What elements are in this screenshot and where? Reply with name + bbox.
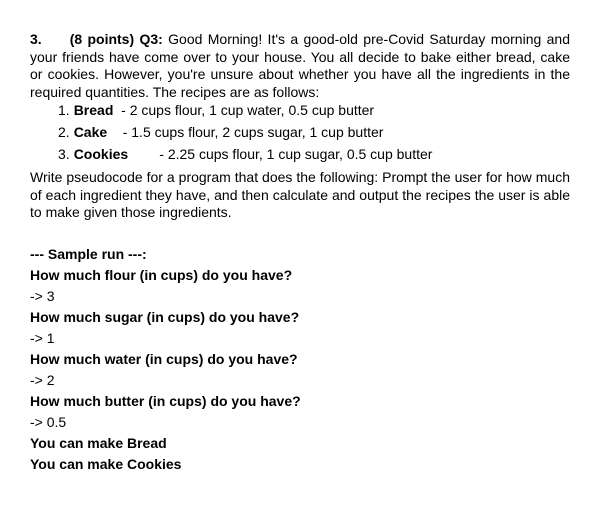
question-intro-paragraph bbox=[30, 31, 570, 101]
sample-run-answer-sugar: -> 1 bbox=[30, 330, 55, 346]
question-intro-text: Good Morning! It's a good-old pre-Covid Saturday morning and your friends have come over to your house. You all decide to bake either bread, cake or cookies. However, you're unsure about whether you have all the ingredients in the required quantities. The recipes are as follows: bbox=[30, 31, 570, 100]
recipe-number: 2. bbox=[58, 124, 70, 140]
recipe-number: 1. bbox=[58, 102, 70, 118]
recipe-item-cookies bbox=[58, 146, 570, 164]
sample-run-section bbox=[30, 244, 570, 475]
recipe-item-cake bbox=[58, 124, 570, 142]
sample-run-result-bread: You can make Bread bbox=[30, 435, 167, 451]
recipe-details: - 2 cups flour, 1 cup water, 0.5 cup butter bbox=[113, 102, 375, 118]
recipe-list bbox=[30, 102, 570, 164]
sample-run-result-cookies: You can make Cookies bbox=[30, 456, 182, 472]
sample-run-prompt-flour: How much flour (in cups) do you have? bbox=[30, 267, 293, 283]
recipe-item-bread bbox=[58, 102, 570, 120]
question-points-label: (8 points) Q3: bbox=[69, 31, 163, 47]
sample-run-prompt-water: How much water (in cups) do you have? bbox=[30, 351, 298, 367]
sample-run-answer-water: -> 2 bbox=[30, 372, 55, 388]
task-paragraph: Write pseudocode for a program that does the following: Prompt the user for how much of each ingredient they have, and then calculate and output the recipes the user is able to make given those ingredients. bbox=[30, 169, 570, 220]
sample-run-prompt-sugar: How much sugar (in cups) do you have? bbox=[30, 309, 300, 325]
recipe-details: - 2.25 cups flour, 1 cup sugar, 0.5 cup butter bbox=[128, 146, 433, 162]
sample-run-heading: --- Sample run ---: bbox=[30, 246, 147, 262]
recipe-number: 3. bbox=[58, 146, 70, 162]
recipe-name: Cookies bbox=[73, 146, 129, 162]
question-number: 3. bbox=[30, 31, 42, 47]
sample-run-prompt-butter: How much butter (in cups) do you have? bbox=[30, 393, 301, 409]
recipe-details: - 1.5 cups flour, 2 cups sugar, 1 cup butter bbox=[107, 124, 384, 140]
sample-run-answer-butter: -> 0.5 bbox=[30, 414, 67, 430]
sample-run-answer-flour: -> 3 bbox=[30, 288, 55, 304]
recipe-name: Bread bbox=[73, 102, 114, 118]
recipe-name: Cake bbox=[73, 124, 108, 140]
